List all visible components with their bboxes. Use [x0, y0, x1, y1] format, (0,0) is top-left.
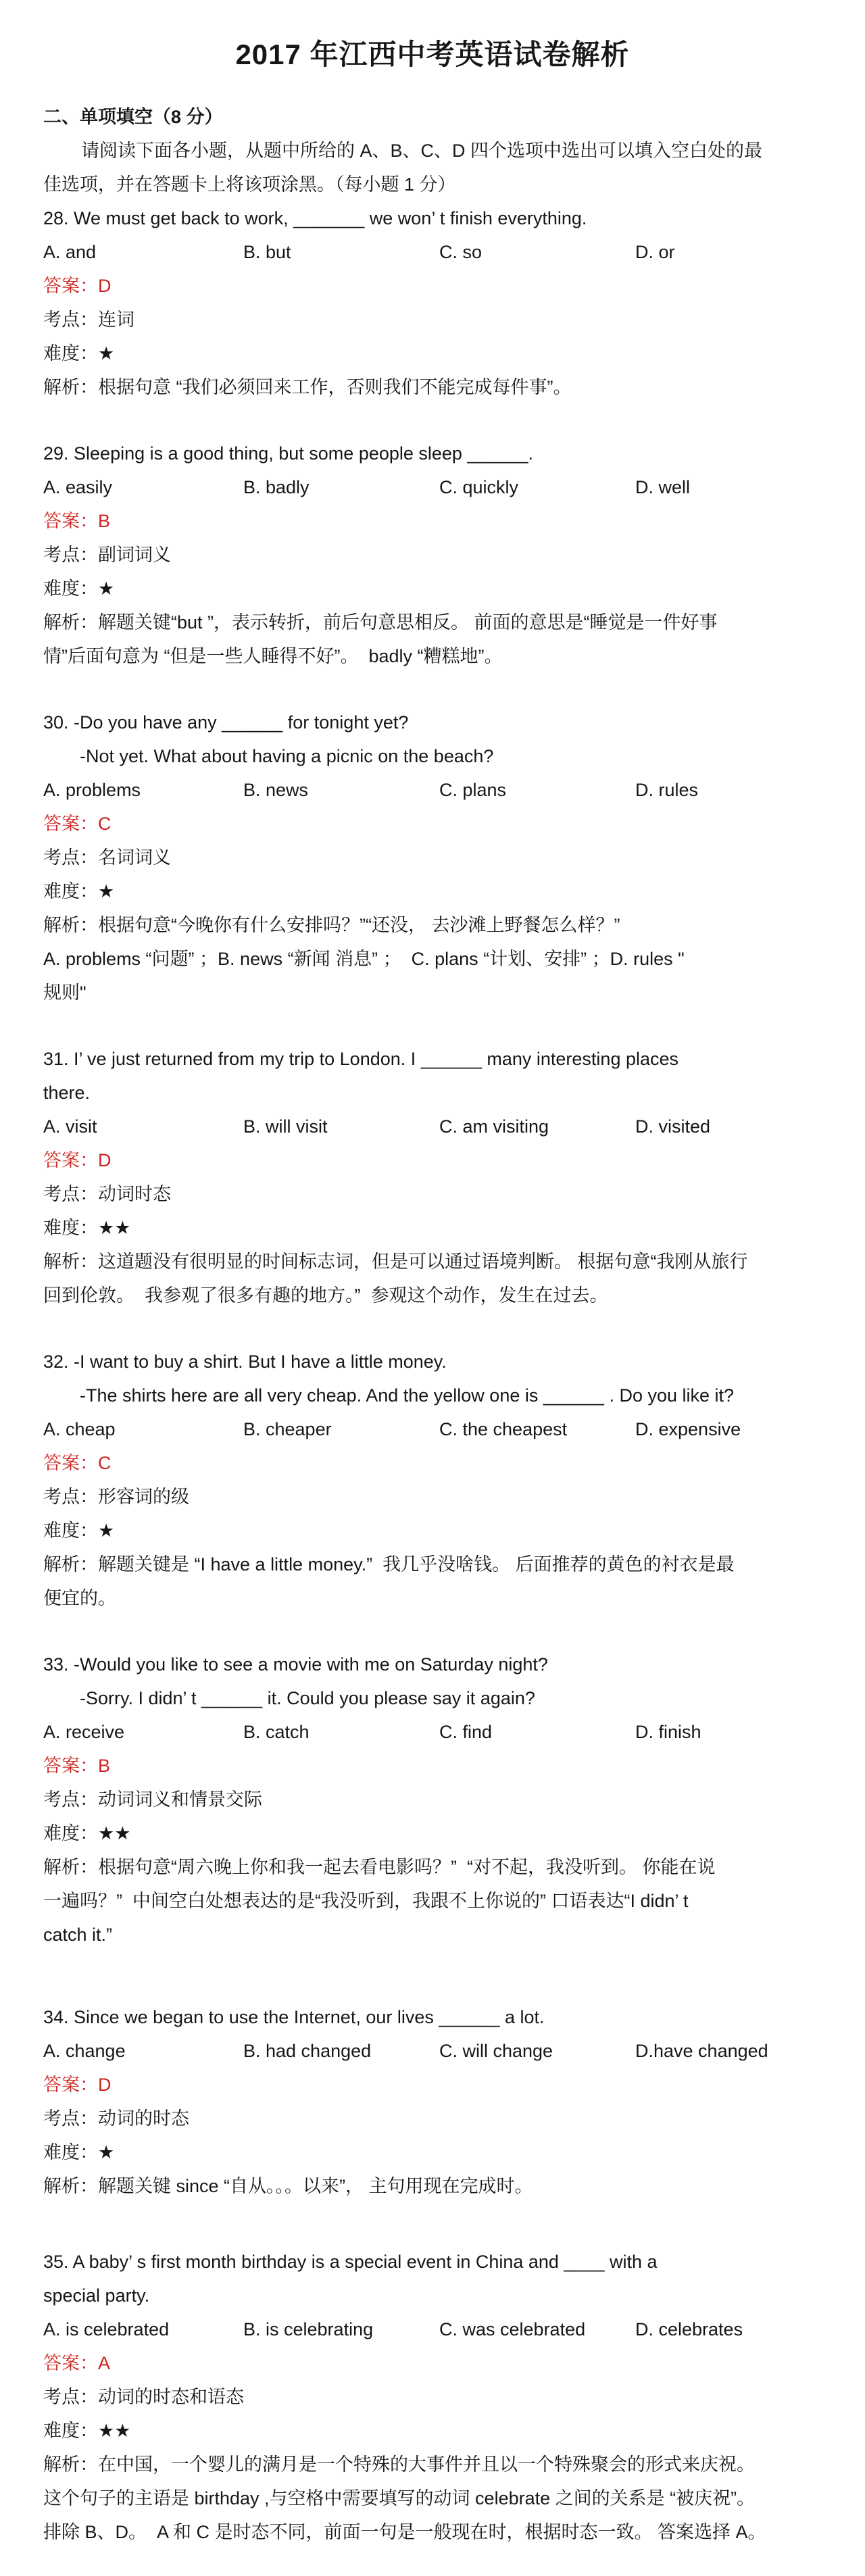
- analysis-lines: [43, 370, 822, 404]
- analysis-line: 解析：根据句意 “我们必须回来工作，否则我们不能完成每件事”。: [43, 377, 572, 397]
- stem-line: -Not yet. What about having a picnic on the beach?: [80, 746, 494, 766]
- question-block: [43, 705, 822, 1010]
- analysis-line: 排除 B、D。 A 和 C 是时态不同，前面一句是一般现在时，根据时态一致。 答案选择 A。: [43, 2522, 766, 2542]
- analysis-line: 这个句子的主语是 birthday ,与空格中需要填写的动词 celebrate 之间的关系是 “被庆祝”。: [43, 2488, 756, 2508]
- analysis-lines: [43, 1547, 822, 1615]
- intro-line: 请阅读下面各小题，从题中所给的 A、B、C、D 四个选项中选出可以填入空白处的最: [81, 141, 763, 161]
- option-d: D.have changed: [635, 2041, 768, 2061]
- options-row: [43, 773, 822, 807]
- analysis-line: 便宜的。: [43, 1588, 116, 1608]
- question-block: [43, 1042, 822, 1312]
- option-b: B. will visit: [243, 1116, 328, 1137]
- analysis-lines: [43, 2169, 822, 2203]
- difficulty-line: 难度：★: [43, 343, 115, 364]
- analysis-lines: [43, 605, 822, 673]
- option-c: C. am visiting: [439, 1116, 549, 1137]
- option-c: C. plans: [439, 780, 507, 800]
- stem-line: 30. -Do you have any ______ for tonight yet?: [43, 712, 409, 733]
- stem-line: 29. Sleeping is a good thing, but some people sleep ______.: [43, 443, 534, 464]
- answer-line: 答案：D: [43, 276, 112, 296]
- question-stem: [43, 1648, 822, 1715]
- exam-point-line: 考点：形容词的级: [43, 1487, 189, 1507]
- question-block: [43, 437, 822, 673]
- option-d: D. well: [635, 477, 691, 497]
- analysis-line: 解析：根据句意“今晚你有什么安排吗？”“还没， 去沙滩上野餐怎么样？”: [43, 915, 620, 935]
- difficulty-line: 难度：★★: [43, 1823, 131, 1843]
- option-d: D. rules: [635, 780, 699, 800]
- option-b: B. had changed: [243, 2041, 372, 2061]
- stem-line: special party.: [43, 2285, 150, 2306]
- option-b: B. catch: [243, 1722, 310, 1742]
- analysis-line: 情”后面句意为 “但是一些人睡得不好”。 badly “糟糕地”。: [43, 646, 503, 666]
- stem-line: 34. Since we began to use the Internet, our lives ______ a lot.: [43, 2007, 545, 2027]
- option-a: A. visit: [43, 1116, 97, 1137]
- answer-line: 答案：D: [43, 1150, 112, 1170]
- difficulty-line: 难度：★: [43, 1520, 115, 1541]
- answer-line: 答案：B: [43, 1756, 111, 1776]
- analysis-line: 解析：解题关键是 “I have a little money.” 我几乎没啥钱。 后面推荐的黄色的衬衣是最: [43, 1554, 735, 1575]
- exam-point-line: 考点：动词的时态: [43, 2108, 189, 2129]
- answer-line: 答案：D: [43, 2075, 112, 2095]
- difficulty-line: 难度：★: [43, 881, 115, 901]
- question-block: [43, 1648, 822, 1952]
- options-row: [43, 235, 822, 269]
- analysis-line: 解析：这道题没有很明显的时间标志词，但是可以通过语境判断。 根据句意“我刚从旅行: [43, 1252, 748, 1272]
- option-a: A. is celebrated: [43, 2319, 170, 2339]
- analysis-line: 解析：解题关键“but ”，表示转折，前后句意思相反。 前面的意思是“睡觉是一件好事: [43, 612, 718, 633]
- option-d: D. visited: [635, 1116, 711, 1137]
- option-c: C. the cheapest: [439, 1419, 568, 1439]
- stem-line: 28. We must get back to work, _______ we won’ t finish everything.: [43, 208, 587, 228]
- answer-line: 答案：B: [43, 511, 111, 531]
- option-a: A. cheap: [43, 1419, 116, 1439]
- analysis-line: 回到伦敦。 我参观了很多有趣的地方。” 参观这个动作，发生在过去。: [43, 1285, 608, 1306]
- answer-line: 答案：C: [43, 814, 112, 834]
- analysis-line: 解析：根据句意“周六晚上你和我一起去看电影吗？” “对不起，我没听到。 你能在说: [43, 1857, 716, 1877]
- option-a: A. change: [43, 2041, 126, 2061]
- options-row: [43, 1110, 822, 1143]
- exam-point-line: 考点：动词时态: [43, 1184, 171, 1204]
- options-row: [43, 470, 822, 504]
- stem-line: 33. -Would you like to see a movie with me on Saturday night?: [43, 1654, 548, 1675]
- analysis-lines: [43, 908, 822, 1010]
- analysis-line: 解析：解题关键 since “自从。。。以来”， 主句用现在完成时。: [43, 2176, 533, 2196]
- page-title: 2017 年江西中考英语试卷解析: [235, 39, 630, 70]
- option-c: C. so: [439, 242, 483, 262]
- stem-line: 35. A baby’ s first month birthday is a special event in China and ____ with a: [43, 2252, 658, 2272]
- answer-line: 答案：C: [43, 1453, 112, 1473]
- difficulty-line: 难度：★: [43, 2142, 115, 2162]
- stem-line: there.: [43, 1083, 91, 1103]
- option-a: A. receive: [43, 1722, 125, 1742]
- option-d: D. finish: [635, 1722, 701, 1742]
- option-b: B. cheaper: [243, 1419, 332, 1439]
- option-b: B. news: [243, 780, 309, 800]
- exam-point-line: 考点：副词词义: [43, 545, 171, 565]
- options-row: [43, 2312, 822, 2346]
- question-stem: [43, 201, 822, 235]
- option-c: C. will change: [439, 2041, 553, 2061]
- question-block: [43, 201, 822, 404]
- option-d: D. celebrates: [635, 2319, 743, 2339]
- exam-point-line: 考点：连词: [43, 309, 134, 330]
- answer-line: 答案：A: [43, 2353, 111, 2373]
- question-stem: [43, 2000, 822, 2034]
- exam-point-line: 考点：动词词义和情景交际: [43, 1789, 262, 1810]
- option-d: D. expensive: [635, 1419, 741, 1439]
- analysis-lines: [43, 1850, 822, 1952]
- difficulty-line: 难度：★★: [43, 2421, 131, 2441]
- intro-line: 佳选项，并在答题卡上将该项涂黑。（每小题 1 分）: [43, 174, 456, 195]
- analysis-lines: [43, 2448, 822, 2549]
- option-b: B. but: [243, 242, 291, 262]
- option-c: C. was celebrated: [439, 2319, 586, 2339]
- stem-line: 32. -I want to buy a shirt. But I have a little money.: [43, 1352, 447, 1372]
- analysis-line: A. problems “问题” ；B. news “新闻 消息” ； C. plans “计划、安排” ；D. rules ": [43, 949, 685, 969]
- exam-point-line: 考点：名词词义: [43, 847, 171, 868]
- options-row: [43, 2034, 822, 2068]
- stem-line: -Sorry. I didn’ t ______ it. Could you please say it again?: [80, 1688, 535, 1708]
- option-a: A. easily: [43, 477, 113, 497]
- difficulty-line: 难度：★: [43, 578, 115, 599]
- question-block: [43, 2000, 822, 2203]
- option-a: A. and: [43, 242, 97, 262]
- analysis-line: 一遍吗？” 中间空白处想表达的是“我没听到，我跟不上你说的” 口语表达“I didn’ t: [43, 1891, 689, 1911]
- question-block: [43, 2245, 822, 2549]
- option-b: B. badly: [243, 477, 310, 497]
- questions-list: [43, 201, 822, 2549]
- analysis-line: catch it.”: [43, 1925, 113, 1945]
- analysis-line: 规则": [43, 983, 86, 1003]
- option-b: B. is celebrating: [243, 2319, 374, 2339]
- difficulty-line: 难度：★★: [43, 1218, 131, 1238]
- analysis-line: 解析：在中国，一个婴儿的满月是一个特殊的大事件并且以一个特殊聚会的形式来庆祝。: [43, 2454, 755, 2475]
- question-stem: [43, 1042, 822, 1110]
- question-stem: [43, 2245, 822, 2312]
- question-block: [43, 1345, 822, 1615]
- exam-point-line: 考点：动词的时态和语态: [43, 2387, 244, 2407]
- options-row: [43, 1715, 822, 1749]
- option-c: C. find: [439, 1722, 493, 1742]
- section-heading: 二、单项填空（8 分）: [43, 107, 223, 127]
- question-stem: [43, 1345, 822, 1412]
- stem-line: 31. I’ ve just returned from my trip to London. I ______ many interesting places: [43, 1049, 679, 1069]
- question-stem: [43, 437, 822, 470]
- option-c: C. quickly: [439, 477, 519, 497]
- option-d: D. or: [635, 242, 675, 262]
- stem-line: -The shirts here are all very cheap. And the yellow one is ______ . Do you like it?: [80, 1385, 735, 1406]
- options-row: [43, 1412, 822, 1446]
- analysis-lines: [43, 1245, 822, 1312]
- section-intro: [43, 134, 822, 201]
- question-stem: [43, 705, 822, 773]
- option-a: A. problems: [43, 780, 141, 800]
